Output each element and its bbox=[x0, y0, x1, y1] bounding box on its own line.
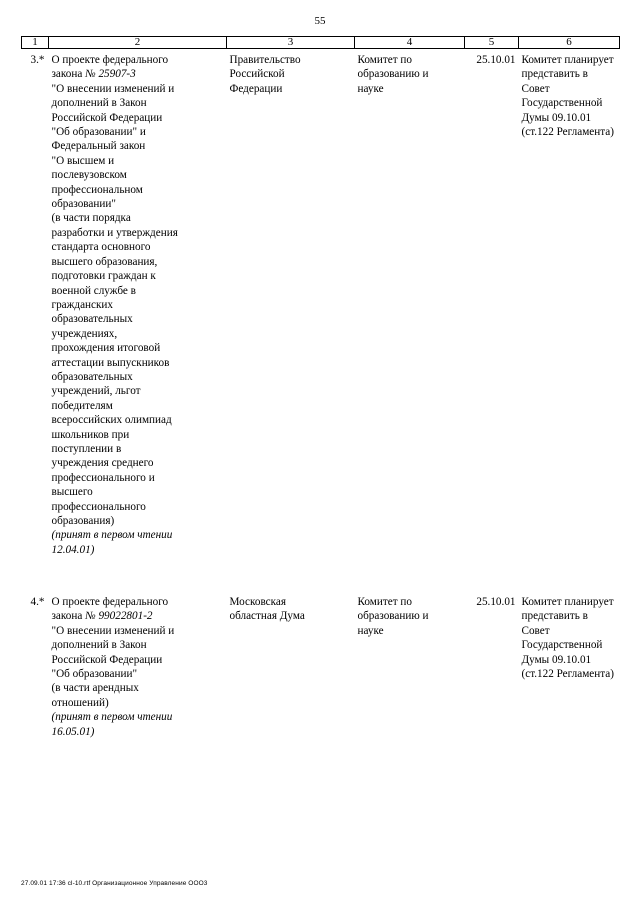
bill-cell bbox=[49, 591, 227, 739]
note-cell: Комитет планирует представить в Совет Государственной Думы 09.10.01 (ст.122 Регламента) bbox=[521, 54, 614, 139]
table-row bbox=[22, 49, 620, 592]
row-number: 4.* bbox=[30, 596, 45, 608]
column-header-3: 3 bbox=[227, 37, 355, 49]
bill-cell bbox=[49, 49, 227, 592]
print-footer: 27.09.01 17:36 cl-10.rtf Организационное Управление ООО3 bbox=[21, 880, 208, 887]
date-cell: 25.10.01 bbox=[476, 596, 516, 608]
bill-number: № 25907-3 bbox=[85, 68, 136, 81]
page-number: 55 bbox=[314, 15, 326, 27]
date-cell: 25.10.01 bbox=[476, 54, 516, 66]
bill-description: "О внесении изменений и дополнений в Закон Российской Федерации "Об образовании" и Федеральный закон "О высшем и послевузовском профессиональном образовании" (в части порядка разработки и утверждения стандарта основного высшего образования, подготовки граждан к военной службе в гражданских образовательных учреждениях, прохождения итоговой аттестации выпускников образовательных учреждений, льгот победителям всероссийских олимпиад школьников при поступлении в учреждения среднего профессионального и высшего профессионального образования) bbox=[51, 82, 178, 527]
table-header-row bbox=[22, 37, 620, 49]
bill-number: № 99022801-2 bbox=[85, 610, 153, 623]
bill-title-line: О проекте федерального закона bbox=[51, 54, 169, 81]
column-header-6: 6 bbox=[519, 37, 620, 49]
bill-title-line: О проекте федерального закона bbox=[51, 596, 169, 623]
bill-status: (принят в первом чтении 12.04.01) bbox=[51, 529, 173, 556]
initiator-cell: Московская областная Дума bbox=[229, 596, 305, 623]
row-number: 3.* bbox=[30, 54, 45, 66]
committee-cell: Комитет по образованию и науке bbox=[357, 596, 429, 637]
initiator-cell: Правительство Российской Федерации bbox=[229, 54, 301, 95]
bill-description: "О внесении изменений и дополнений в Закон Российской Федерации "Об образовании" (в части арендных отношений) bbox=[51, 624, 175, 709]
note-cell: Комитет планирует представить в Совет Государственной Думы 09.10.01 (ст.122 Регламента) bbox=[521, 596, 614, 681]
bills-table bbox=[21, 36, 620, 739]
column-header-2: 2 bbox=[49, 37, 227, 49]
bill-status: (принят в первом чтении 16.05.01) bbox=[51, 711, 173, 738]
column-header-4: 4 bbox=[355, 37, 465, 49]
column-header-5: 5 bbox=[465, 37, 519, 49]
column-header-1: 1 bbox=[22, 37, 49, 49]
table-row bbox=[22, 591, 620, 739]
committee-cell: Комитет по образованию и науке bbox=[357, 54, 429, 95]
